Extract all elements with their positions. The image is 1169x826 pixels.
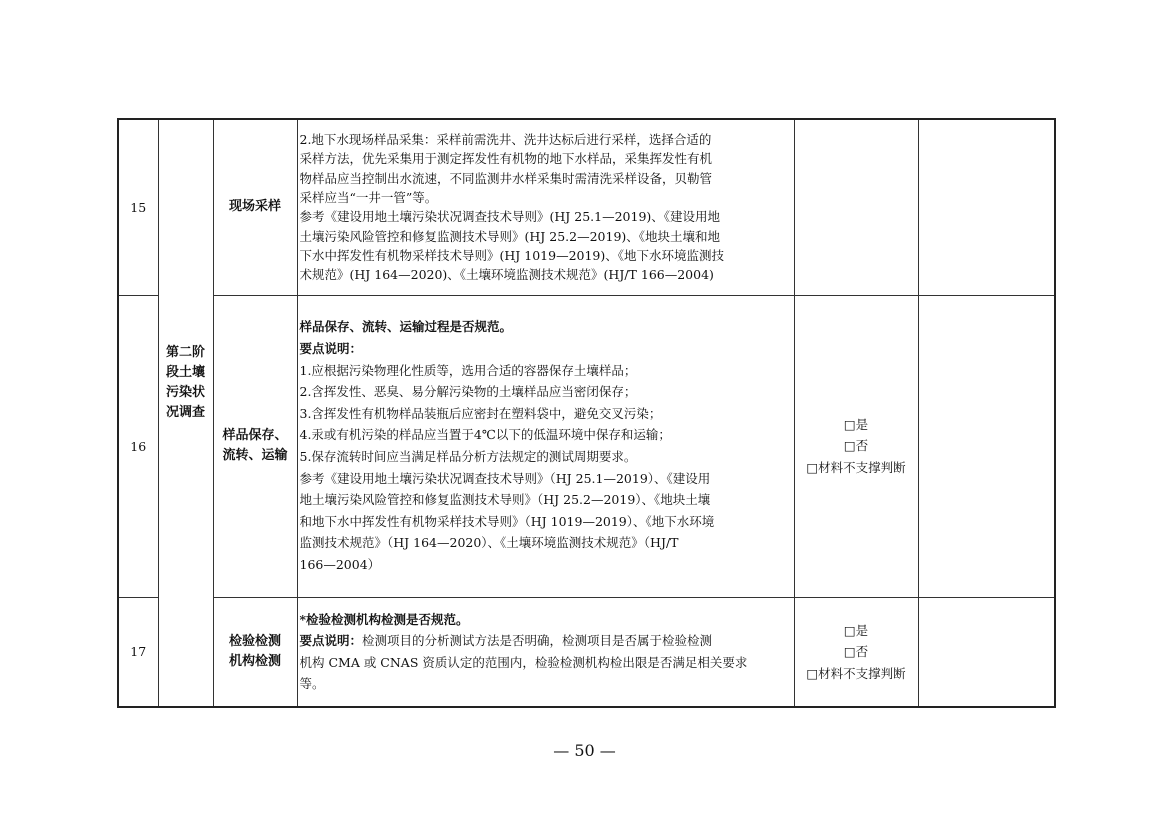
content-line: 检测项目的分析测试方法是否明确，检测项目是否属于检验检测 xyxy=(362,633,713,649)
stage-line: 污染状 xyxy=(165,385,205,400)
checkbox-yes[interactable]: □是 xyxy=(843,622,869,638)
content-line: 地土壤污染风险管控和修复监测技术导则》（HJ 25.2—2019）、《地块土壤 xyxy=(299,492,711,508)
content-title: 样品保存、流转、运输过程是否规范。 xyxy=(299,319,513,335)
content-cell xyxy=(297,295,794,597)
content-line: 物样品应当控制出水流速，不同监测井水样采集时需清洗采样设备，贝勒管 xyxy=(299,170,713,186)
item-name: 现场采样 xyxy=(213,119,297,295)
stage-line: 况调查 xyxy=(165,405,205,420)
content-line: 等。 xyxy=(299,676,325,692)
remarks-cell[interactable] xyxy=(918,119,1055,295)
row-number: 17 xyxy=(118,597,158,707)
item-name xyxy=(213,597,297,707)
content-line: 术规范》(HJ 164—2020)、《土壤环境监测技术规范》(HJ/T 166—2004) xyxy=(299,267,714,283)
item-line: 机构检测 xyxy=(228,653,281,669)
content-line: 参考《建设用地土壤污染状况调查技术导则》(HJ 25.1—2019)、《建设用地 xyxy=(299,209,721,225)
key-points-label: 要点说明： xyxy=(299,633,363,649)
content-line: 参考《建设用地土壤污染状况调查技术导则》（HJ 25.1—2019）、《建设用 xyxy=(299,470,711,486)
content-line: 和地下水中挥发性有机物采样技术导则》（HJ 1019—2019）、《地下水环境 xyxy=(299,513,715,529)
checklist-table xyxy=(117,118,1056,708)
content-line: 监测技术规范》（HJ 164—2020）、《土壤环境监测技术规范》（HJ/T xyxy=(299,535,679,551)
row-number: 15 xyxy=(118,119,158,295)
content-line: 1.应根据污染物理化性质等，选用合适的容器保存土壤样品； xyxy=(299,362,637,378)
content-line: 3.含挥发性有机物样品装瓶后应密封在塑料袋中，避免交叉污染； xyxy=(299,405,662,421)
checkbox-no[interactable]: □否 xyxy=(843,644,869,659)
content-title: *检验检测机构检测是否规范。 xyxy=(299,611,469,627)
item-line: 样品保存、 xyxy=(222,428,288,443)
content-line: 下水中挥发性有机物采样技术导则》(HJ 1019—2019)、《地下水环境监测技 xyxy=(299,247,725,263)
checkbox-yes[interactable]: □是 xyxy=(843,416,869,432)
content-line: 5.保存流转时间应当满足样品分析方法规定的测试周期要求。 xyxy=(299,449,637,464)
content-cell xyxy=(297,597,794,707)
checkbox-insufficient[interactable]: □材料不支撑判断 xyxy=(806,459,906,475)
key-points-label: 要点说明： xyxy=(299,341,363,357)
content-line: 采样应当“一井一管”等。 xyxy=(299,189,438,205)
content-line: 采样方法，优先采集用于测定挥发性有机物的地下水样品，采集挥发性有机 xyxy=(299,151,713,167)
table-row-15 xyxy=(118,119,1055,295)
options-cell xyxy=(794,119,918,295)
row-number: 16 xyxy=(118,295,158,597)
item-name xyxy=(213,295,297,597)
content-line: 166—2004） xyxy=(299,556,381,572)
stage-cell xyxy=(158,119,213,707)
item-line: 流转、运输 xyxy=(222,448,288,463)
content-cell xyxy=(297,119,794,295)
checkbox-no[interactable]: □否 xyxy=(843,438,869,454)
remarks-cell[interactable] xyxy=(918,597,1055,707)
table-row-16 xyxy=(118,295,1055,597)
content-line: 机构 CMA 或 CNAS 资质认定的范围内，检验检测机构检出限是否满足相关要求 xyxy=(299,654,748,670)
options-cell xyxy=(794,295,918,597)
page-number: — 50 — xyxy=(553,741,616,760)
table-row-17 xyxy=(118,597,1055,707)
item-line: 检验检测 xyxy=(228,633,281,649)
content-line: 2.含挥发性、恶臭、易分解污染物的土壤样品应当密闭保存； xyxy=(299,384,637,400)
stage-line: 段土壤 xyxy=(165,365,205,380)
content-line: 2.地下水现场样品采集：采样前需洗井、洗井达标后进行采样，选择合适的 xyxy=(299,132,712,148)
options-cell xyxy=(794,597,918,707)
content-line: 4.汞或有机污染的样品应当置于4℃以下的低温环境中保存和运输； xyxy=(299,427,671,443)
remarks-cell[interactable] xyxy=(918,295,1055,597)
content-line: 土壤污染风险管控和修复监测技术导则》(HJ 25.2—2019)、《地块土壤和地 xyxy=(299,228,721,244)
stage-line: 第二阶 xyxy=(165,345,205,360)
checkbox-insufficient[interactable]: □材料不支撑判断 xyxy=(806,665,906,681)
